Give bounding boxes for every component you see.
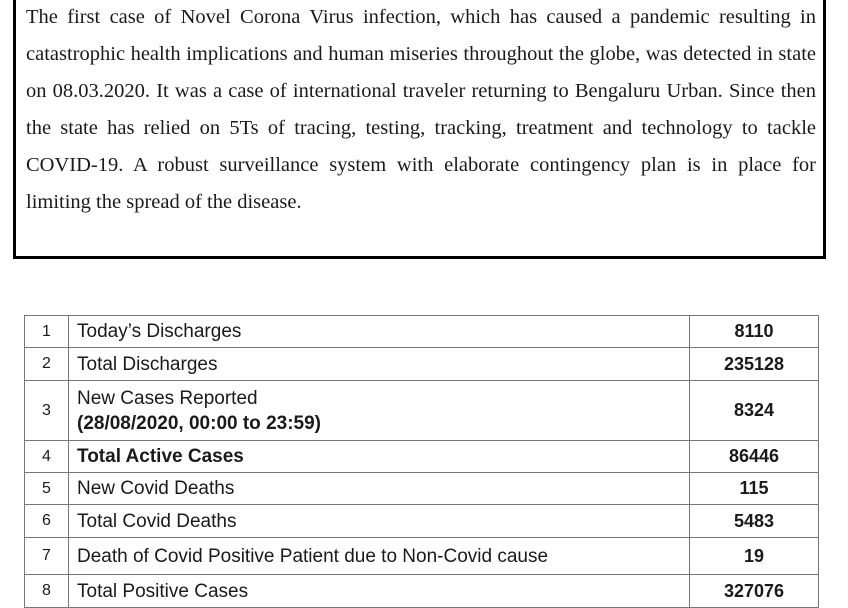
- row-value: 19: [690, 538, 819, 575]
- row-label: New Cases Reported: [77, 387, 258, 409]
- table-row: [25, 505, 819, 538]
- table-row: [25, 348, 819, 381]
- intro-box: [13, 0, 826, 259]
- row-label: Total Positive Cases: [69, 575, 690, 608]
- row-number: 2: [25, 348, 69, 381]
- row-value: 5483: [690, 505, 819, 538]
- row-value: 8324: [690, 381, 819, 441]
- row-number: 5: [25, 473, 69, 505]
- row-label: New Covid Deaths: [69, 473, 690, 505]
- row-number: 4: [25, 441, 69, 473]
- table-row: [25, 381, 819, 441]
- row-label: Total Covid Deaths: [69, 505, 690, 538]
- row-number: 1: [25, 316, 69, 348]
- table-row: [25, 441, 819, 473]
- table-row: [25, 538, 819, 575]
- row-label: Today’s Discharges: [69, 316, 690, 348]
- row-label: Death of Covid Positive Patient due to Non-Covid cause: [69, 538, 690, 575]
- intro-paragraph: The first case of Novel Corona Virus infection, which has caused a pandemic resulting in catastrophic health implications and human miseries throughout the globe, was detected in state on 08.03.2020. It was a case of international traveler returning to Bengaluru Urban. Since then the state has relied on 5Ts of tracing, testing, tracking, treatment and technology to tackle COVID-19. A robust surveillance system with elaborate contingency plan is in place for limiting the spread of the disease.: [26, 6, 816, 213]
- row-value: 327076: [690, 575, 819, 608]
- table-row: [25, 316, 819, 348]
- row-sublabel: (28/08/2020, 00:00 to 23:59): [77, 412, 321, 434]
- row-number: 3: [25, 381, 69, 441]
- row-label: Total Discharges: [69, 348, 690, 381]
- covid-stats-table: [24, 315, 819, 608]
- row-number: 8: [25, 575, 69, 608]
- row-value: 235128: [690, 348, 819, 381]
- row-label: Total Active Cases: [69, 441, 690, 473]
- row-value: 115: [690, 473, 819, 505]
- row-label-cell: [69, 381, 690, 441]
- row-value: 86446: [690, 441, 819, 473]
- row-value: 8110: [690, 316, 819, 348]
- table-row: [25, 575, 819, 608]
- table-row: [25, 473, 819, 505]
- row-number: 7: [25, 538, 69, 575]
- row-number: 6: [25, 505, 69, 538]
